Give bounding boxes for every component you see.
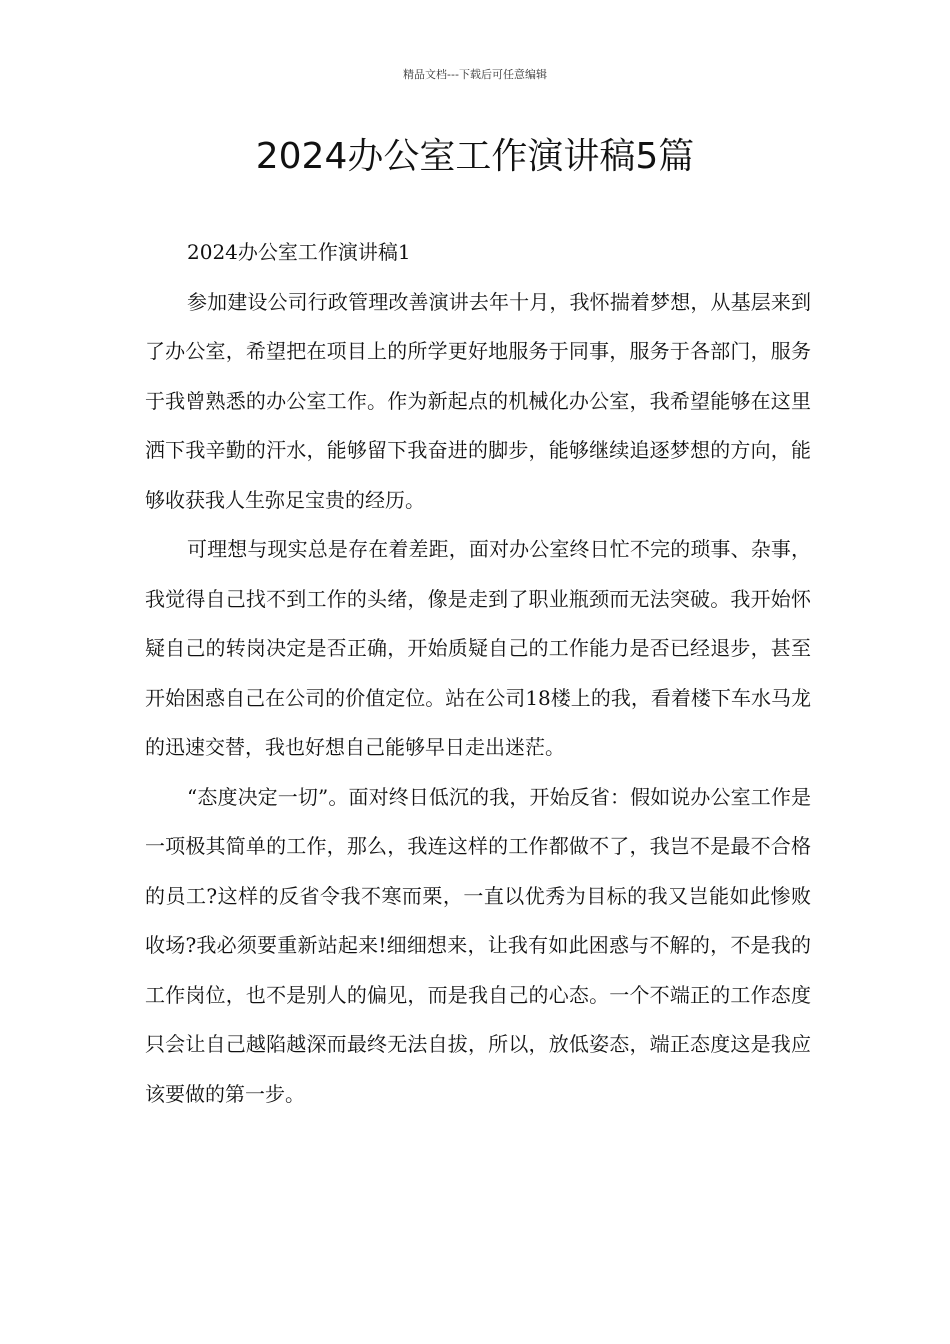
document-body [145, 228, 811, 1119]
paragraph-2: 可理想与现实总是存在着差距，面对办公室终日忙不完的琐事、杂事，我觉得自己找不到工作的头绪，像是走到了职业瓶颈而无法突破。我开始怀疑自己的转岗决定是否正确，开始质疑自己的工作能力是否已经退步，甚至开始困惑自己在公司的价值定位。站在公司18楼上的我，看着楼下车水马龙的迅速交替，我也好想自己能够早日走出迷茫。 [145, 537, 811, 759]
page-header-note: 精品文档---下载后可任意编辑 [403, 68, 547, 81]
section-heading: 2024办公室工作演讲稿1 [187, 240, 411, 264]
paragraph-3: “态度决定一切”。面对终日低沉的我，开始反省：假如说办公室工作是一项极其简单的工作，那么，我连这样的工作都做不了，我岂不是最不合格的员工?这样的反省令我不寒而栗，一直以优秀为目标的我又岂能如此惨败收场?我必须要重新站起来!细细想来，让我有如此困惑与不解的，不是我的工作岗位，也不是别人的偏见，而是我自己的心态。一个不端正的工作态度只会让自己越陷越深而最终无法自拔，所以，放低姿态，端正态度这是我应该要做的第一步。 [145, 784, 811, 1106]
paragraph-1: 参加建设公司行政管理改善演讲去年十月，我怀揣着梦想，从基层来到了办公室，希望把在项目上的所学更好地服务于同事，服务于各部门，服务于我曾熟悉的办公室工作。作为新起点的机械化办公室，我希望能够在这里洒下我辛勤的汗水，能够留下我奋进的脚步，能够继续追逐梦想的方向，能够收获我人生弥足宝贵的经历。 [145, 289, 811, 512]
document-title: 2024办公室工作演讲稿5篇 [255, 136, 695, 177]
